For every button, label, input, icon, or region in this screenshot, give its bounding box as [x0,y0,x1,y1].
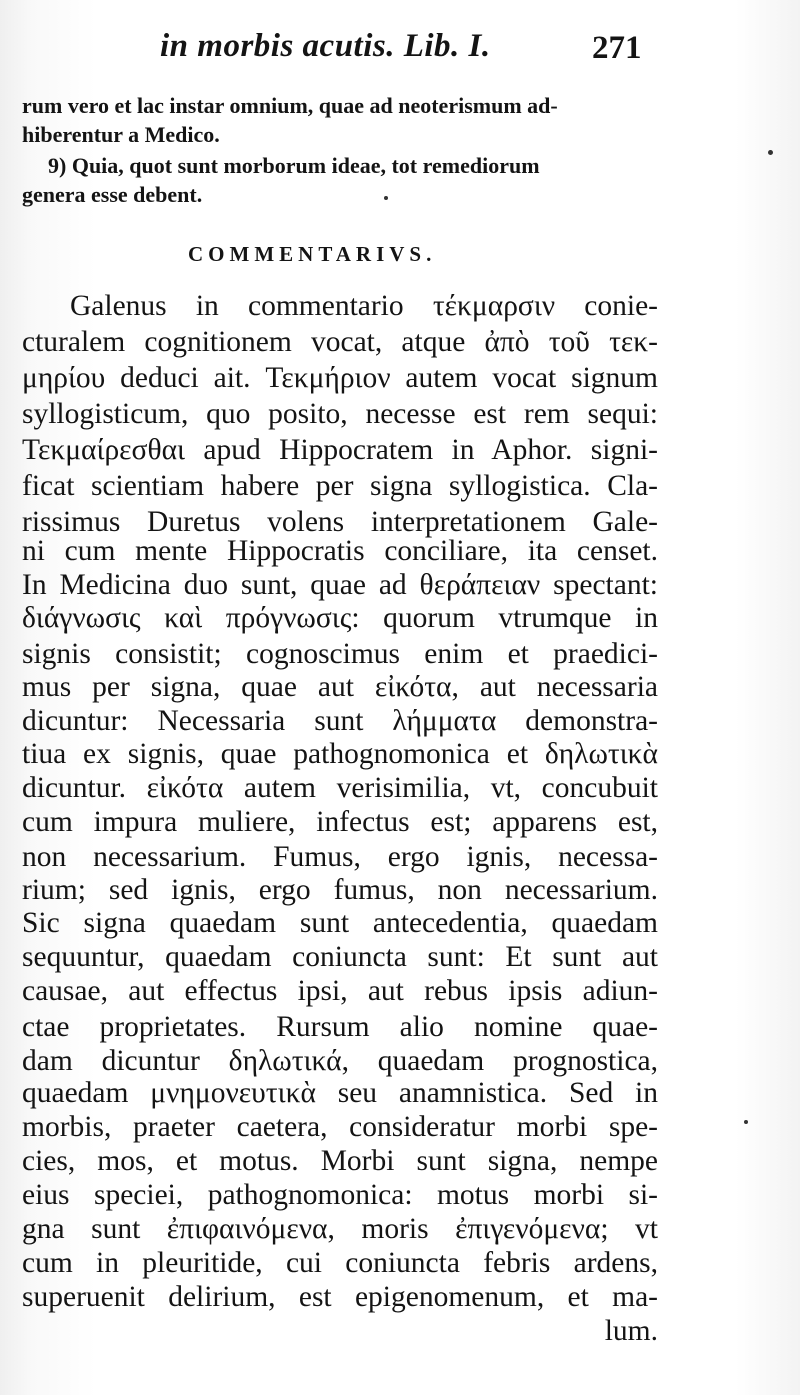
commentary-line: In Medicina duo sunt, quae ad θεράπειαν spectant: [22,569,658,601]
running-title: in morbis acutis. Lib. I. [160,28,491,64]
commentary-line: lum. [604,1315,658,1347]
commentary-line: ficat scientiam habere per signa syllogistica. Cla- [22,470,658,502]
commentary-line: non necessarium. Fumus, ergo ignis, necessa- [22,841,658,873]
commentary-line: διάγνωσις καὶ πρόγνωσις: quorum vtrumque in [22,602,658,634]
commentary-line: dicuntur. εἰκότα autem verisimilia, vt, concubuit [22,772,658,804]
commentary-line: cum in pleuritide, cui coniuncta febris ardens, [22,1247,658,1279]
commentary-line: dam dicuntur δηλωτικά, quaedam prognostica, [22,1045,658,1077]
print-speck [384,196,388,200]
commentary-line: rium; sed ignis, ergo fumus, non necessarium. [22,874,658,906]
commentary-line: quaedam μνημονευτικὰ seu anamnistica. Sed in [22,1077,658,1109]
commentary-line: cies, mos, et motus. Morbi sunt signa, nempe [22,1145,658,1177]
commentary-line: cum impura muliere, infectus est; apparens est, [22,806,658,838]
commentary-line: ni cum mente Hippocratis conciliare, ita censet. [22,535,658,567]
aphorism-line: hiberentur a Medico. [22,122,220,147]
commentary-line: causae, aut effectus ipsi, aut rebus ipsis adiun- [22,975,658,1007]
commentary-line: Sic signa quaedam sunt antecedentia, quaedam [22,907,658,939]
commentary-line: morbis, praeter caetera, consideratur morbi spe- [22,1111,658,1143]
print-speck [768,150,773,155]
print-speck [744,1120,748,1124]
aphorism-line: rum vero et lac instar omnium, quae ad neoterismum ad- [22,93,558,118]
page-number: 271 [592,30,642,66]
aphorism-line: 9) Quia, quot sunt morborum ideae, tot remediorum [48,153,540,178]
commentary-line: dicuntur: Necessaria sunt λήμματα demonstra- [22,705,658,737]
commentary-line: gna sunt ἐπιφαινόμενα, moris ἐπιγενόμενα; vt [22,1213,658,1245]
commentary-line: Τεκμαίρεσθαι apud Hippocratem in Aphor. signi- [22,434,658,466]
commentary-line: mus per signa, quae aut εἰκότα, aut necessaria [22,671,658,703]
aphorism-line: genera esse debent. [22,182,203,207]
commentary-line: syllogisticum, quo posito, necesse est rem sequi: [22,398,658,430]
commentary-line: Galenus in commentario τέκμαρσιν conie- [70,290,658,322]
commentary-line: cturalem cognitionem vocat, atque ἀπὸ τοῦ τεκ- [22,326,658,358]
commentary-line: tiua ex signis, quae pathognomonica et δηλωτικὰ [22,738,658,770]
commentary-line: eius speciei, pathognomonica: motus morbi si- [22,1179,658,1211]
commentary-heading: COMMENTARIVS. [188,242,437,266]
commentary-line: superuenit delirium, est epigenomenum, et ma- [22,1281,658,1313]
commentary-line: sequuntur, quaedam coniuncta sunt: Et sunt aut [22,941,658,973]
commentary-line: μηρίου deduci ait. Τεκμήριον autem vocat signum [22,362,658,394]
commentary-line: rissimus Duretus volens interpretationem Gale- [22,506,658,538]
commentary-line: ctae proprietates. Rursum alio nomine quae- [22,1011,658,1043]
commentary-line: signis consistit; cognoscimus enim et praedici- [22,638,658,670]
